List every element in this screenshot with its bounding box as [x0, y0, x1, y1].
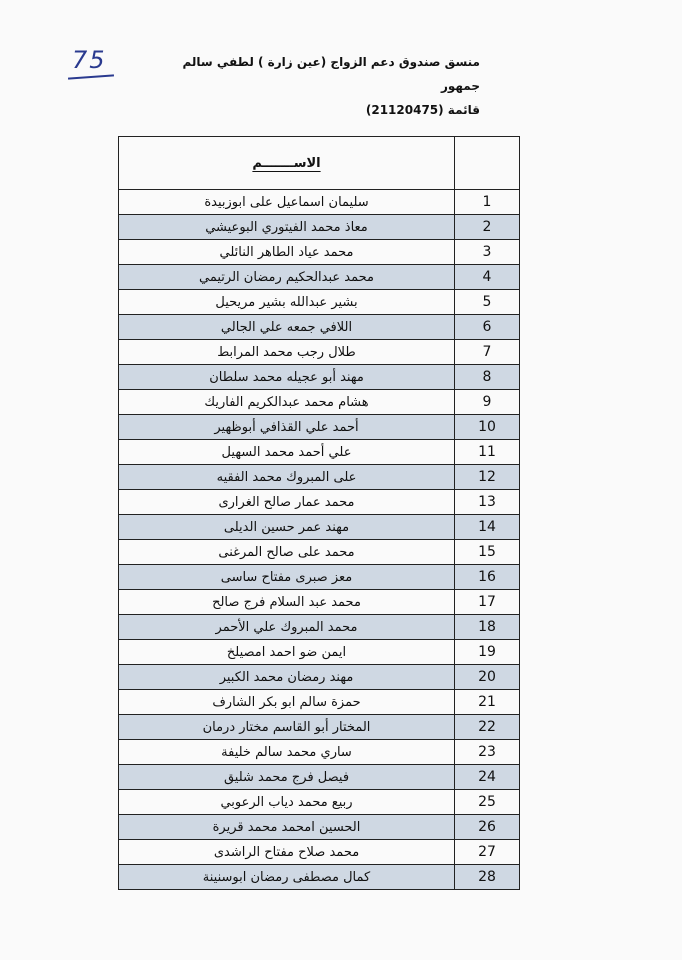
row-number: 9: [455, 390, 520, 415]
table-row: [119, 365, 520, 390]
row-name: حمزة سالم ابو بكر الشارف: [119, 690, 455, 715]
row-number: 13: [455, 490, 520, 515]
row-name: طلال رجب محمد المرابط: [119, 340, 455, 365]
row-name: هشام محمد عبدالكريم الفاريك: [119, 390, 455, 415]
row-name: علي أحمد محمد السهيل: [119, 440, 455, 465]
row-number: 24: [455, 765, 520, 790]
row-name: مهند أبو عجيله محمد سلطان: [119, 365, 455, 390]
table-row: [119, 565, 520, 590]
table-row: [119, 190, 520, 215]
row-number: 2: [455, 215, 520, 240]
row-name: مهند عمر حسين الديلى: [119, 515, 455, 540]
row-number: 14: [455, 515, 520, 540]
table-row: [119, 290, 520, 315]
table-row: [119, 690, 520, 715]
table-row: [119, 840, 520, 865]
table-row: [119, 440, 520, 465]
table-row: [119, 715, 520, 740]
row-name: محمد المبروك علي الأحمر: [119, 615, 455, 640]
table-row: [119, 815, 520, 840]
table-row: [119, 615, 520, 640]
row-number: 25: [455, 790, 520, 815]
row-name: اللافي جمعه علي الجالي: [119, 315, 455, 340]
row-name: مهند رمضان محمد الكبير: [119, 665, 455, 690]
row-name: الحسين امحمد محمد قريرة: [119, 815, 455, 840]
row-number: 1: [455, 190, 520, 215]
table-row: [119, 515, 520, 540]
table-row: [119, 415, 520, 440]
row-name: محمد عمار صالح الغرارى: [119, 490, 455, 515]
row-number: 19: [455, 640, 520, 665]
row-number: 6: [455, 315, 520, 340]
row-name: فيصل فرج محمد شليق: [119, 765, 455, 790]
row-number: 12: [455, 465, 520, 490]
table-row: [119, 240, 520, 265]
row-number: 10: [455, 415, 520, 440]
table-row: [119, 765, 520, 790]
row-number: 8: [455, 365, 520, 390]
row-name: محمد عبد السلام فرج صالح: [119, 590, 455, 615]
row-number: 27: [455, 840, 520, 865]
row-number: 26: [455, 815, 520, 840]
row-name: أحمد علي القذافي أبوظهير: [119, 415, 455, 440]
table-row: [119, 465, 520, 490]
row-name: ربيع محمد دياب الرعوبي: [119, 790, 455, 815]
row-number: 11: [455, 440, 520, 465]
number-column-header: [455, 137, 520, 190]
row-number: 7: [455, 340, 520, 365]
row-number: 20: [455, 665, 520, 690]
document-header: [140, 50, 480, 122]
row-number: 17: [455, 590, 520, 615]
row-number: 21: [455, 690, 520, 715]
table-row: [119, 865, 520, 890]
row-name: ايمن ضو احمد امصيلخ: [119, 640, 455, 665]
row-number: 23: [455, 740, 520, 765]
row-name: معز صبرى مفتاح ساسى: [119, 565, 455, 590]
row-name: ساري محمد سالم خليفة: [119, 740, 455, 765]
row-name: محمد عبدالحكيم رمضان الرتيمي: [119, 265, 455, 290]
names-table: [118, 136, 520, 890]
row-name: على المبروك محمد الفقيه: [119, 465, 455, 490]
table-row: [119, 340, 520, 365]
table-row: [119, 665, 520, 690]
table-row: [119, 490, 520, 515]
table-row: [119, 740, 520, 765]
row-number: 22: [455, 715, 520, 740]
table-header-row: [119, 137, 520, 190]
table-row: [119, 315, 520, 340]
row-name: المختار أبو القاسم مختار درمان: [119, 715, 455, 740]
row-number: 3: [455, 240, 520, 265]
row-name: محمد عياد الطاهر النائلي: [119, 240, 455, 265]
row-number: 4: [455, 265, 520, 290]
page-number-underline: [68, 74, 114, 79]
row-number: 5: [455, 290, 520, 315]
row-name: سليمان اسماعيل على ابوزبيدة: [119, 190, 455, 215]
header-list-number: قائمة (21120475): [365, 103, 480, 117]
row-name: محمد صلاح مفتاح الراشدى: [119, 840, 455, 865]
row-name: كمال مصطفى رمضان ابوسنينة: [119, 865, 455, 890]
table-row: [119, 590, 520, 615]
header-title: منسق صندوق دعم الزواج (عين زارة ) لطفي سالم جمهور: [182, 55, 480, 93]
name-column-header: الاســـــــم: [119, 137, 455, 190]
table-row: [119, 540, 520, 565]
row-name: بشير عبدالله بشير مريحيل: [119, 290, 455, 315]
row-number: 16: [455, 565, 520, 590]
row-name: محمد على صالح المرغنى: [119, 540, 455, 565]
table-row: [119, 215, 520, 240]
row-number: 28: [455, 865, 520, 890]
table-row: [119, 265, 520, 290]
row-name: معاذ محمد الفيتوري البوعيشي: [119, 215, 455, 240]
row-number: 18: [455, 615, 520, 640]
table-row: [119, 640, 520, 665]
table-row: [119, 790, 520, 815]
row-number: 15: [455, 540, 520, 565]
table-row: [119, 390, 520, 415]
page-number: 75: [72, 46, 107, 74]
